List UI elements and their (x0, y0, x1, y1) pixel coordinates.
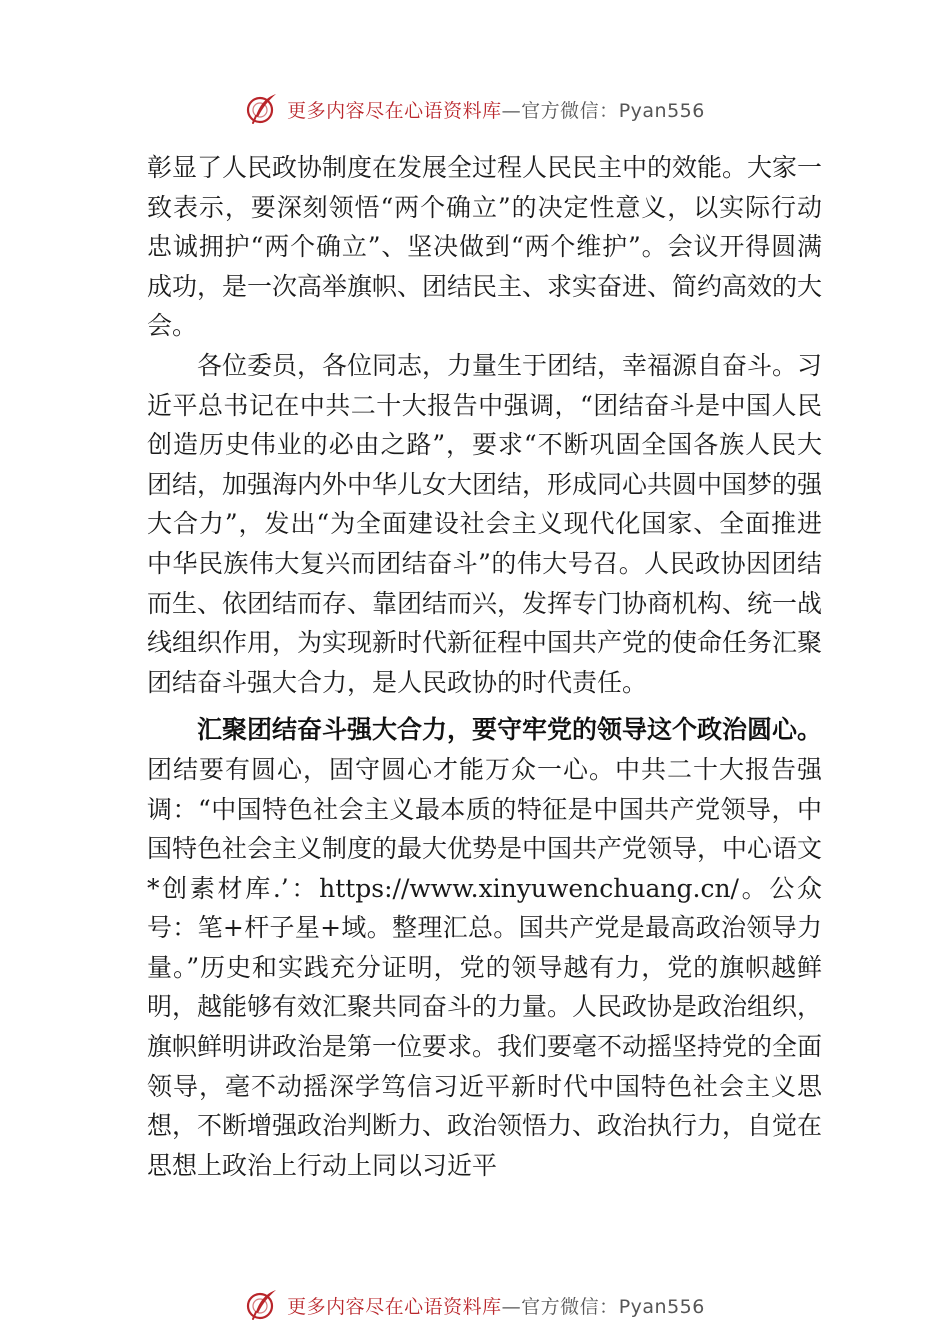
banner-separator: —官方微信： (501, 99, 619, 122)
paragraph-1: 彰显了人民政协制度在发展全过程人民民主中的效能。大家一致表示，要深刻领悟“两个确立”的决定性意义，以实际行动忠诚拥护“两个确立”、坚决做到“两个维护”。会议开得圆满成功，是一次高举旗帜、团结民主、求实奋进、简约高效的大会。 (147, 153, 823, 341)
paragraph-3-lead: 汇聚团结奋斗强大合力，要守牢党的领导这个政治圆心。 (197, 715, 823, 745)
footer-banner-text (287, 1292, 705, 1319)
footer-banner-title: 更多内容尽在心语资料库 (287, 1295, 502, 1318)
paragraph-3 (147, 710, 822, 1185)
footer-banner-wechat-id: Pyan556 (618, 1295, 705, 1318)
banner-text (287, 96, 705, 123)
document-body (147, 148, 822, 1185)
paragraph-2: 各位委员，各位同志，力量生于团结，幸福源自奋斗。习近平总书记在中共二十大报告中强调，“团结奋斗是中国人民创造历史伟业的必由之路”，要求“不断巩固全国各族人民大团结，加强海内外中华儿女大团结，形成同心共圆中国梦的强大合力”，发出“为全面建设社会主义现代化国家、全面推进中华民族伟大复兴而团结奋斗”的伟大号召。人民政协因团结而生、依团结而存、靠团结而兴，发挥专门协商机构、统一战线组织作用，为实现新时代新征程中国共产党的使命任务汇聚团结奋斗强大合力，是人民政协的时代责任。 (147, 350, 823, 697)
banner-wechat-id: Pyan556 (618, 99, 705, 122)
feather-pen-seal-icon (245, 92, 279, 126)
banner-title: 更多内容尽在心语资料库 (287, 99, 502, 122)
header-banner (0, 92, 950, 126)
paragraph-3-text: 团结要有圆心，固守圆心才能万众一心。中共二十大报告强调：“中国特色社会主义最本质的特征是中国共产党领导，中国特色社会主义制度的最大优势是中国共产党领导，中心语文*创素材库.’：https://www.xinyuwenchuang.cn/。公众号：笔+杆子星+域。整理汇总。国共产党是最高政治领导力量。”历史和实践充分证明，党的领导越有力，党的旗帜越鲜明，越能够有效汇聚共同奋斗的力量。人民政协是政治组织，旗帜鲜明讲政治是第一位要求。我们要毫不动摇坚持党的全面领导，毫不动摇深学笃信习近平新时代中国特色社会主义思想，不断增强政治判断力、政治领悟力、政治执行力，自觉在思想上政治上行动上同以习近平 (147, 754, 823, 1180)
footer-banner (0, 1288, 950, 1322)
feather-pen-seal-icon (245, 1288, 279, 1322)
footer-banner-separator: —官方微信： (501, 1295, 619, 1318)
